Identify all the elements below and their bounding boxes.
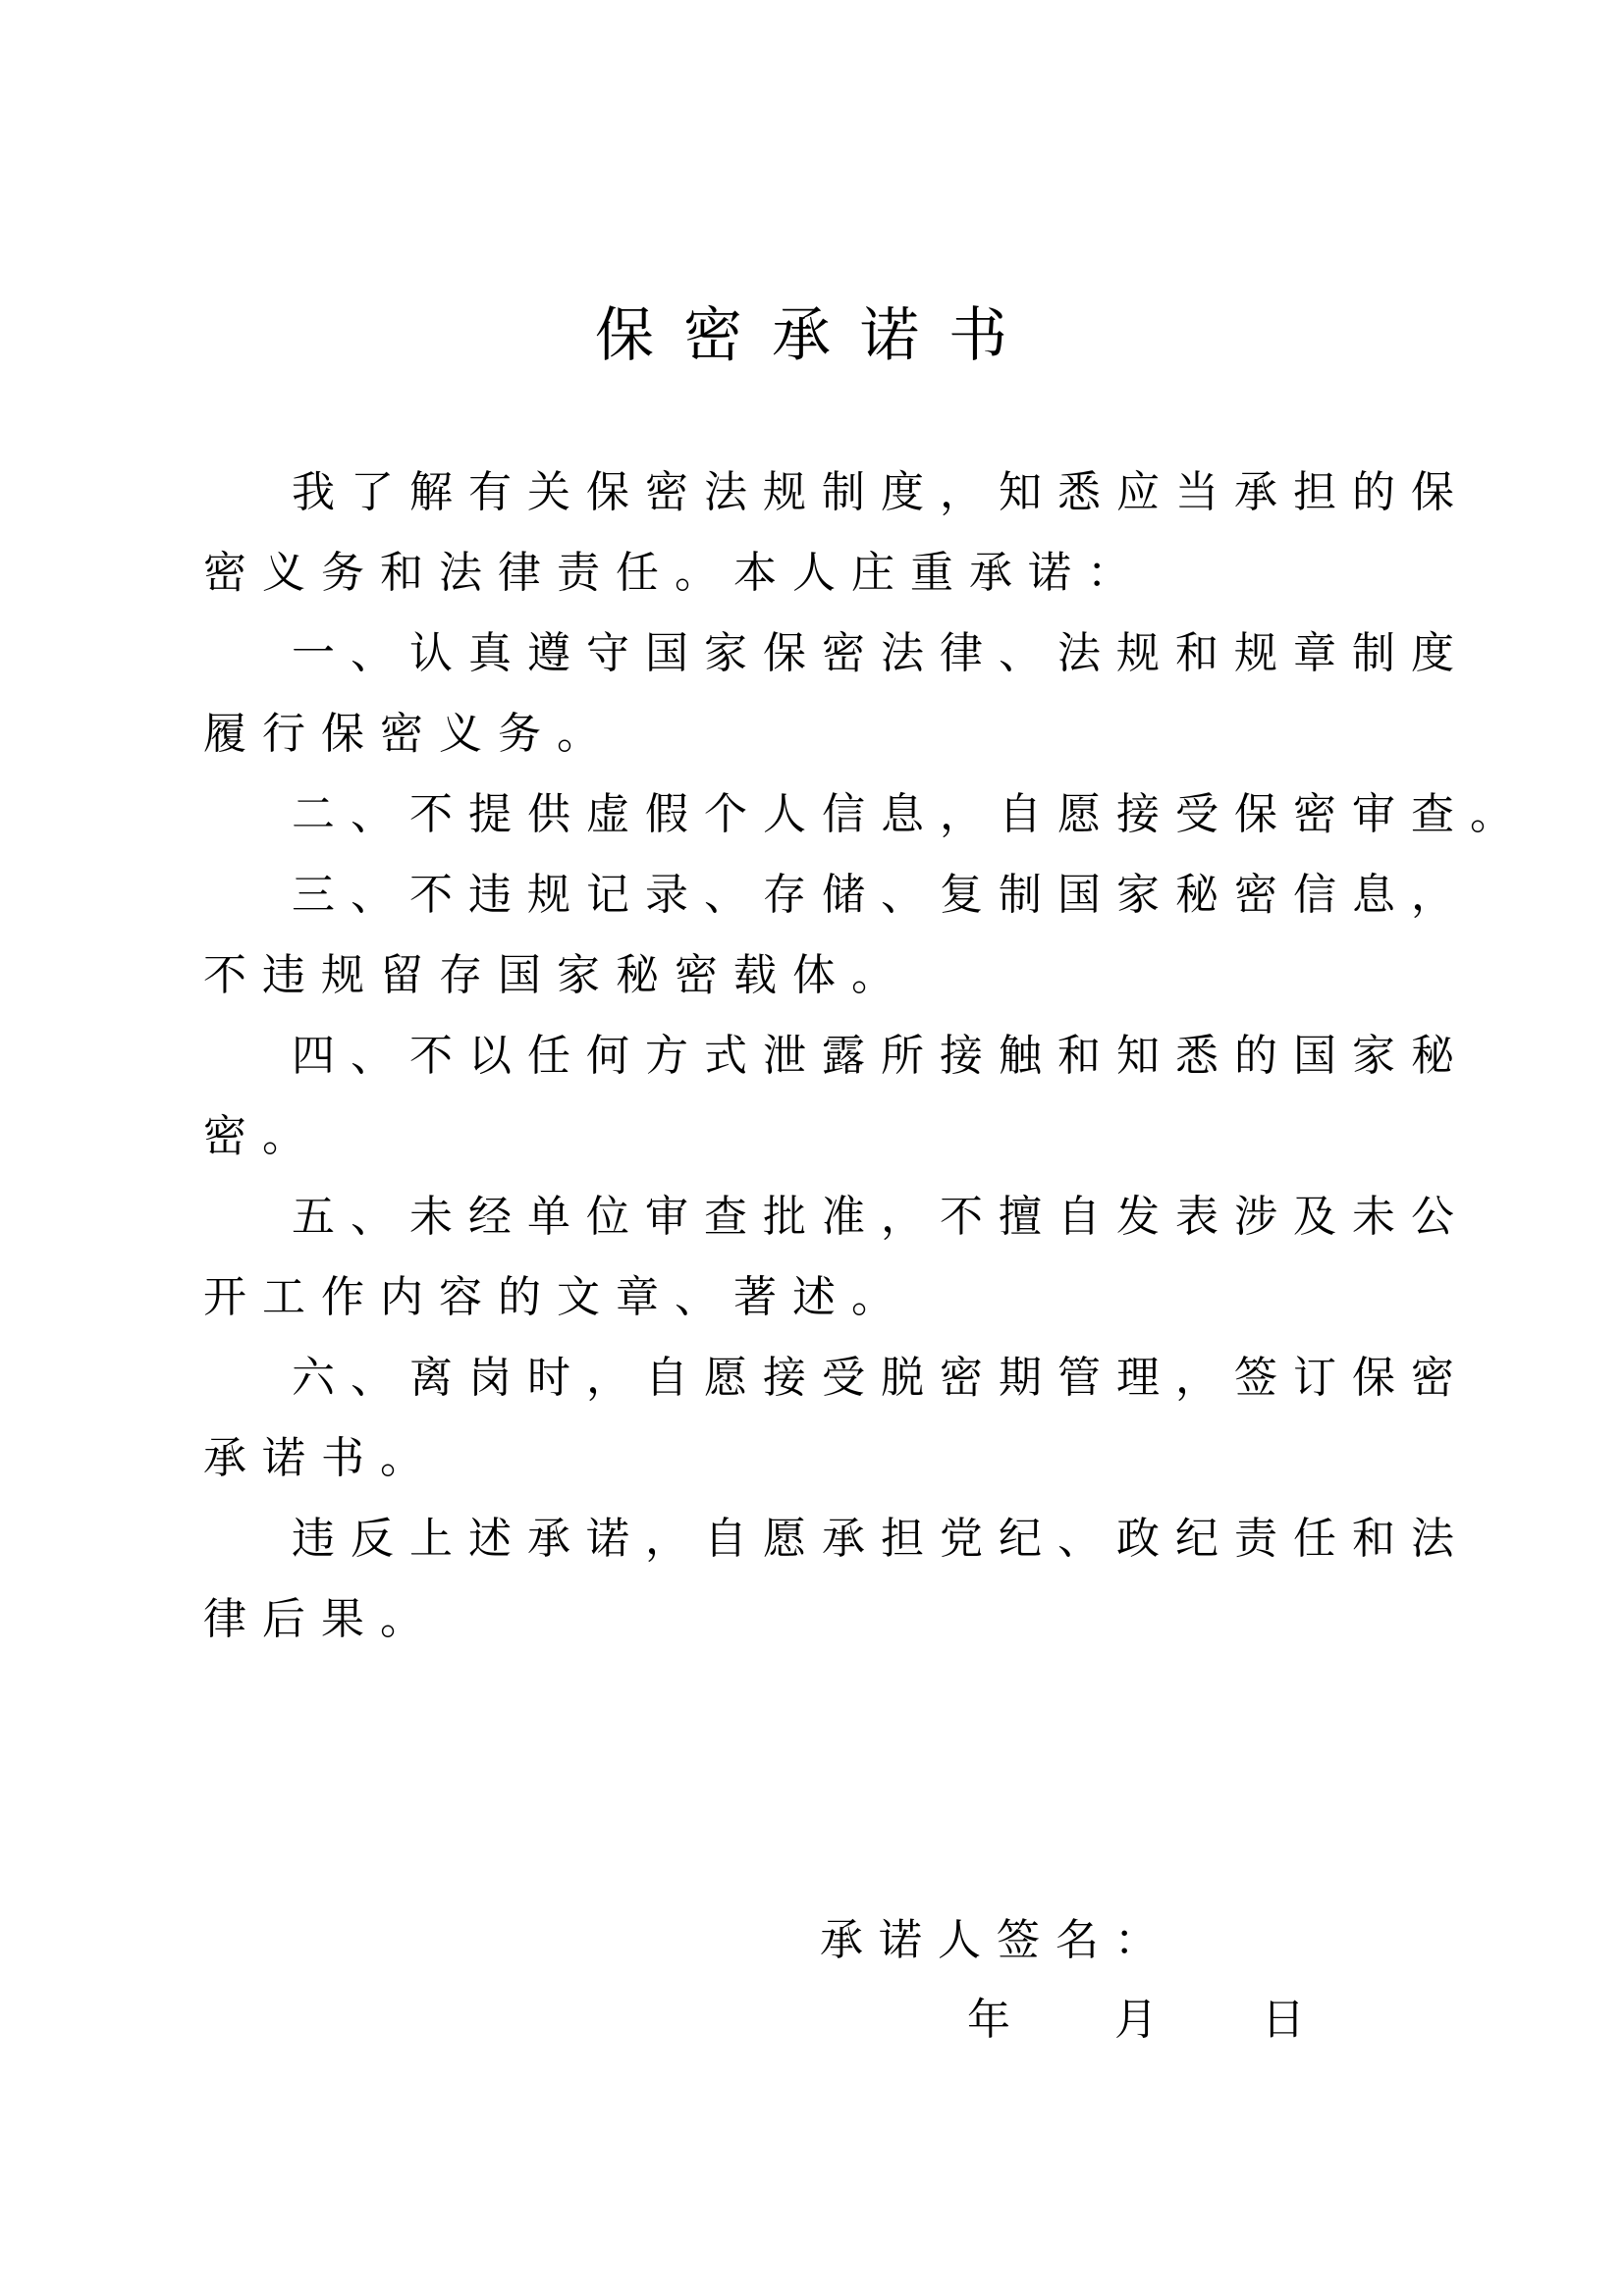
document-title: 保密承诺书 (595, 301, 1037, 370)
body-line: 三、不违规记录、存储、复制国家秘密信息， (292, 870, 1470, 920)
body-line: 违反上述承诺，自愿承担党纪、政纪责任和法 (292, 1514, 1470, 1564)
date-day: 日 (1262, 1995, 1305, 2045)
body-line: 履行保密义务。 (203, 709, 616, 759)
date-year: 年 (967, 1995, 1010, 2045)
body-line: 一、认真遵守国家保密法律、法规和规章制度 (292, 628, 1470, 678)
body-line: 我了解有关保密法规制度，知悉应当承担的保 (292, 467, 1470, 517)
body-line: 律后果。 (203, 1594, 439, 1644)
body-line: 承诺书。 (203, 1433, 439, 1483)
body-line: 密。 (203, 1111, 321, 1161)
body-line: 开工作内容的文章、著述。 (203, 1272, 910, 1322)
body-line: 六、离岗时，自愿接受脱密期管理，签订保密 (292, 1353, 1470, 1403)
body-line: 密义务和法律责任。本人庄重承诺： (203, 548, 1146, 598)
signature-label: 承诺人签名： (820, 1915, 1173, 1965)
body-line: 二、不提供虚假个人信息，自愿接受保密审查。 (292, 789, 1529, 839)
body-line: 不违规留存国家秘密载体。 (203, 950, 910, 1000)
body-line: 五、未经单位审查批准，不擅自发表涉及未公 (292, 1192, 1470, 1242)
body-line: 四、不以任何方式泄露所接触和知悉的国家秘 (292, 1031, 1470, 1081)
date-month: 月 (1114, 1995, 1158, 2045)
